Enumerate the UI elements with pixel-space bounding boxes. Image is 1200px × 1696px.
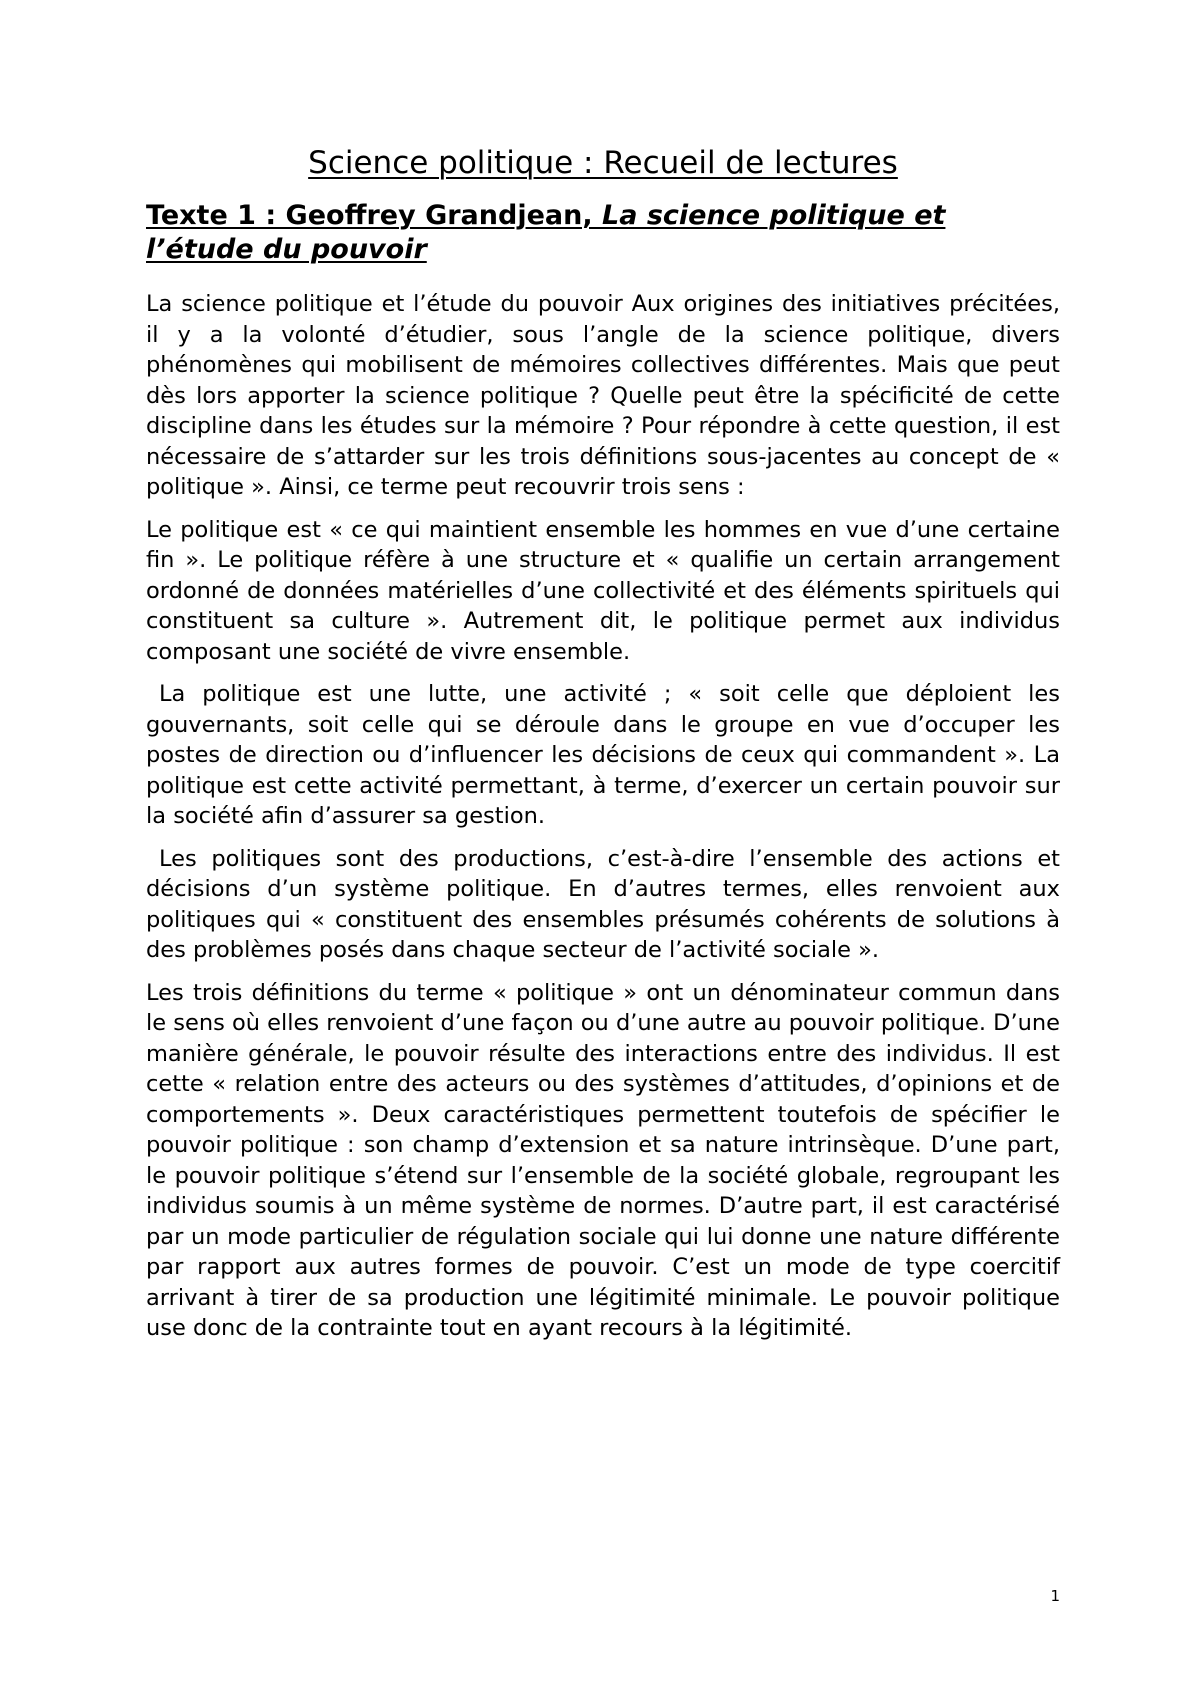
paragraph-les-politiques: Les politiques sont des productions, c’est-à-dire l’ensemble des actions et décisions d’un système politique. En d’autres termes, elles renvoient aux politiques qui « constituent des ensembles présumés cohérents de solutions à des problèmes posés dans chaque secteur de l’activité sociale ». (146, 845, 1060, 963)
document-title: Science politique : Recueil de lectures (308, 145, 898, 181)
paragraph-pouvoir-politique: Les trois définitions du terme « politique » ont un dénominateur commun dans le sens où elles renvoient d’une façon ou d’une autre au pouvoir politique. D’une manière générale, le pouvoir résulte des interactions entre des individus. Il est cette « relation entre des acteurs ou des systèmes d’attitudes, d’opinions et de comportements ». Deux caractéristiques permettent toutefois de spécifier le pouvoir politique : son champ d’extension et sa nature intrinsèque. D’une part, le pouvoir politique s’étend sur l’ensemble de la société globale, regroupant les individus soumis à un même système de normes. D’autre part, il est caractérisé par un mode particulier de régulation sociale qui lui donne une nature différente par rapport aux autres formes de pouvoir. C’est un mode de type coercitif arrivant à tirer de sa production une légitimité minimale. Le pouvoir politique use donc de la contrainte tout en ayant recours à la légitimité. (146, 979, 1060, 1341)
paragraph-le-politique: Le politique est « ce qui maintient ensemble les hommes en vue d’une certaine fin ». Le politique réfère à une structure et « qualifie un certain arrangement ordonné de données matérielles d’une collectivité et des éléments spirituels qui constituent sa culture ». Autrement dit, le politique permet aux individus composant une société de vivre ensemble. (146, 516, 1060, 665)
text-heading-work-title: La science politique et l’étude du pouvoir (146, 200, 946, 265)
page-number: 1 (1050, 1587, 1060, 1605)
text-heading-prefix: Texte 1 : Geoffrey Grandjean, (146, 200, 602, 231)
page-content (146, 142, 1060, 1344)
paragraph-la-politique: La politique est une lutte, une activité ; « soit celle que déploient les gouvernants, soit celle qui se déroule dans le groupe en vue d’occuper les postes de direction ou d’influencer les décisions de ceux qui commandent ». La politique est cette activité permettant, à terme, d’exercer un certain pouvoir sur la société afin d’assurer sa gestion. (146, 681, 1060, 829)
paragraph-introduction: La science politique et l’étude du pouvoir Aux origines des initiatives précitées, il y a la volonté d’étudier, sous l’angle de la science politique, divers phénomènes qui mobilisent de mémoires collectives différentes. Mais que peut dès lors apporter la science politique ? Quelle peut être la spécificité de cette discipline dans les études sur la mémoire ? Pour répondre à cette question, il est nécessaire de s’attarder sur les trois définitions sous-jacentes au concept de « politique ». Ainsi, ce terme peut recouvrir trois sens : (146, 291, 1060, 500)
text-heading (146, 199, 1060, 267)
